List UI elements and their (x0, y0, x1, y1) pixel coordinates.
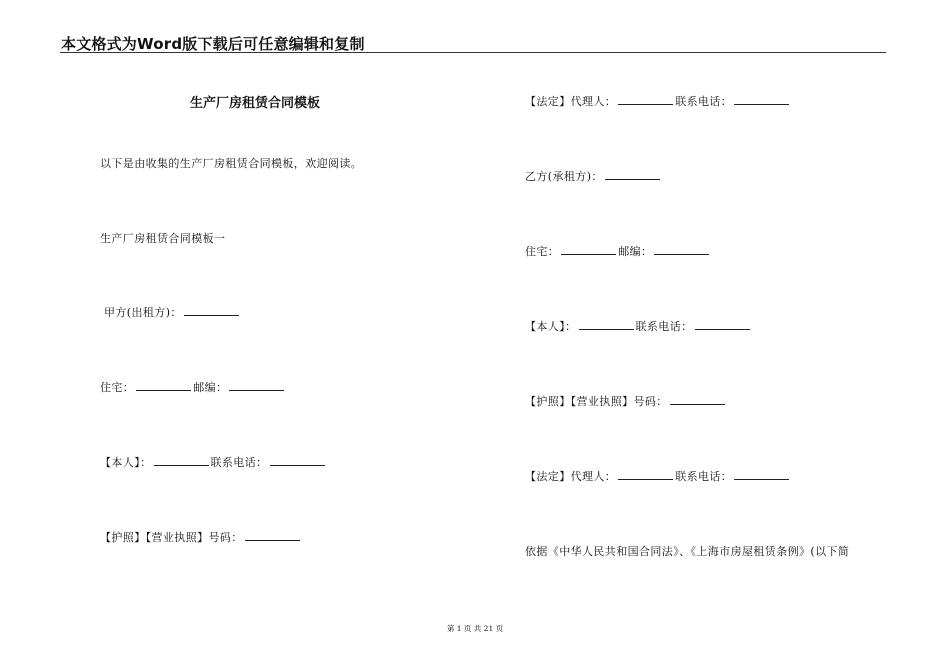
party-b-line (525, 168, 662, 184)
intro-paragraph: 以下是由收集的生产厂房租赁合同模板，欢迎阅读。 (100, 157, 363, 170)
passport-blank (670, 394, 725, 405)
person-label: 【本人】： (100, 456, 152, 469)
address-label: 住宅： (100, 381, 135, 394)
right-agent-line (525, 93, 791, 109)
left-passport-line (100, 529, 302, 545)
left-person-line (100, 454, 327, 470)
passport-label: 【护照】【营业执照】号码： (100, 531, 243, 544)
postcode-label: 邮编： (618, 245, 653, 258)
postcode-blank (654, 244, 709, 255)
postcode-label: 邮编： (193, 381, 228, 394)
header-divider (60, 52, 886, 53)
phone-blank (695, 319, 750, 330)
passport-label: 【护照】【营业执照】号码： (525, 395, 668, 408)
party-b-label: 乙方(承租方)： (525, 170, 603, 183)
agent-label: 【法定】代理人： (525, 470, 617, 483)
party-a-label: 甲方(出租方)： (104, 306, 182, 319)
right-agent2-line (525, 468, 791, 484)
agent-blank (618, 469, 673, 480)
phone-label: 联系电话： (210, 456, 268, 469)
document-title: 生产厂房租赁合同模板 (190, 96, 321, 111)
address-blank (561, 244, 616, 255)
passport-blank (245, 530, 300, 541)
right-address-line (525, 243, 711, 259)
right-passport-line (525, 393, 727, 409)
phone-label: 联系电话： (635, 320, 693, 333)
party-a-line (104, 304, 241, 320)
agent-phone-label: 联系电话： (675, 470, 733, 483)
party-b-blank (605, 169, 660, 180)
legal-basis-text: 依据《中华人民共和国合同法》、《上海市房屋租赁条例》(以下简 (525, 545, 850, 558)
document-header-title: 本文格式为Word版下载后可任意编辑和复制 (61, 35, 365, 53)
person-blank (579, 319, 634, 330)
agent-phone-blank (734, 469, 789, 480)
right-person-line (525, 318, 752, 334)
left-address-line (100, 379, 286, 395)
person-label: 【本人】： (525, 320, 577, 333)
agent-blank (618, 94, 673, 105)
agent-label: 【法定】代理人： (525, 95, 617, 108)
phone-blank (270, 455, 325, 466)
template-heading: 生产厂房租赁合同模板一 (100, 232, 226, 245)
agent-phone-blank (734, 94, 789, 105)
party-a-blank (184, 305, 239, 316)
address-blank (136, 380, 191, 391)
agent-phone-label: 联系电话： (675, 95, 733, 108)
page-footer: 第 1 页 共 21 页 (446, 624, 504, 633)
address-label: 住宅： (525, 245, 560, 258)
person-blank (154, 455, 209, 466)
postcode-blank (229, 380, 284, 391)
